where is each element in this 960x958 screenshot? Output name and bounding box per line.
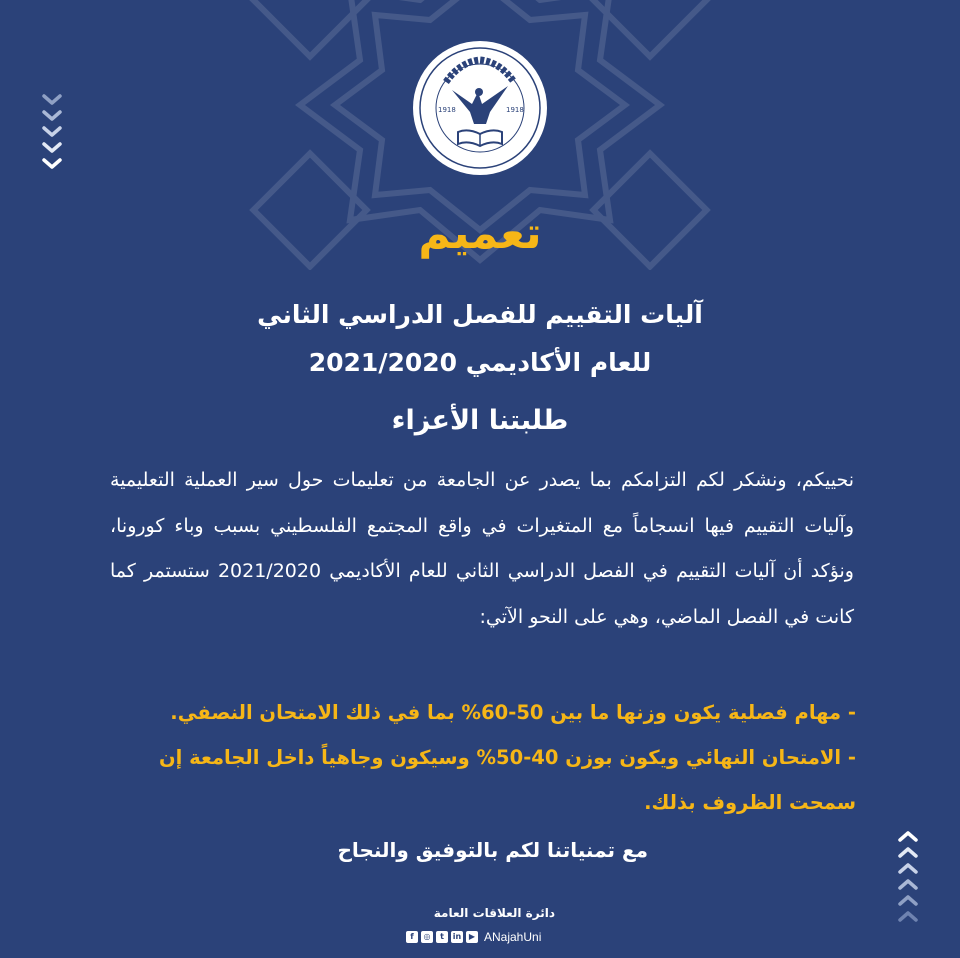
page-title: تعميم — [418, 208, 542, 259]
body-paragraph: نحييكم، ونشكر لكم التزامكم بما يصدر عن الجامعة من تعليمات حول سير العملية التعليمية وآليات التقييم فيها انسجاماً مع المتغيرات في واقع المجتمع الفلسطيني بسبب وباء كورونا، ونؤكد أن آليات التقييم في الفصل الدراسي الثاني للعام الأكاديمي 2021/2020 ستستمر كما كانت في الفصل الماضي، وهي على النحو الآتي: — [110, 469, 854, 628]
logo-year-left: 1918 — [438, 106, 456, 114]
assessment-points — [100, 690, 856, 825]
instagram-icon[interactable]: ◎ — [421, 931, 433, 943]
subtitle-line-1: آليات التقييم للفصل الدراسي الثاني — [257, 300, 703, 329]
linkedin-icon[interactable]: in — [452, 932, 462, 941]
subtitle-line-2: للعام الأكاديمي 2021/2020 — [308, 348, 652, 377]
point-item-1: - مهام فصلية يكون وزنها ما بين 50-60% بما في ذلك الامتحان النصفي. — [170, 701, 856, 724]
chevron-up-stack-icon — [896, 828, 920, 928]
social-handle: ANajahUni — [484, 930, 542, 944]
greeting: طلبتنا الأعزاء — [391, 405, 569, 436]
footer-department: دائرة العلاقات العامة — [433, 906, 555, 920]
chevron-down-stack-icon — [40, 92, 64, 182]
closing-line: مع تمنياتنا لكم بالتوفيق والنجاح — [337, 838, 648, 862]
logo-year-right: 1918 — [506, 106, 524, 114]
university-logo — [412, 40, 548, 176]
twitter-icon[interactable]: t — [436, 931, 448, 943]
point-item-2: - الامتحان النهائي ويكون بوزن 40-50% وسيكون وجاهياً داخل الجامعة إن سمحت الظروف بذلك. — [159, 746, 856, 814]
youtube-icon[interactable]: ▶ — [466, 931, 478, 943]
facebook-icon[interactable]: f — [406, 931, 418, 943]
social-links — [406, 930, 541, 944]
